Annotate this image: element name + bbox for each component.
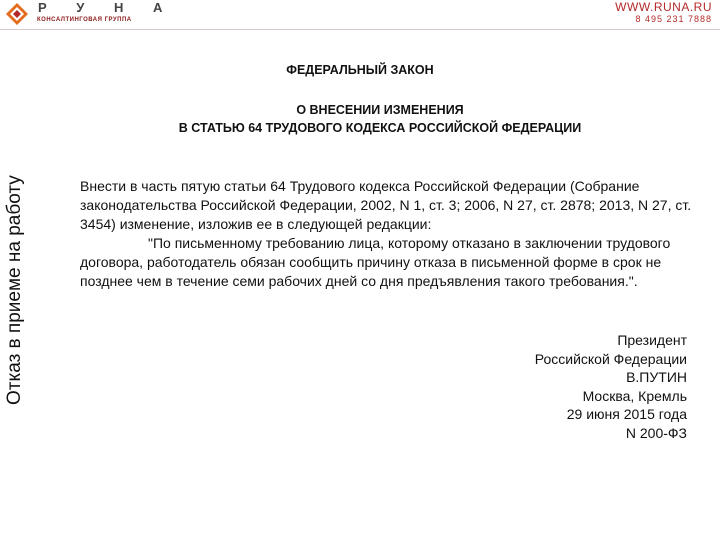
- law-body-paragraph: Внести в часть пятую статьи 64 Трудового кодекса Российской Федерации (Собрание законодательства Российской Федерации, 2002, N 1, ст. 3; 2006, N 27, ст. 2878; 2013, N 27, ст. 3454) изменение, изложив ее в следующей редакции:: [80, 178, 692, 232]
- side-caption: Отказ в приеме на работу: [4, 175, 25, 405]
- signature-date: 29 июня 2015 года: [566, 406, 687, 422]
- law-title-line2: В СТАТЬЮ 64 ТРУДОВОГО КОДЕКСА РОССИЙСКОЙ ФЕДЕРАЦИИ: [178, 121, 582, 135]
- header-divider: [0, 29, 720, 30]
- signature-place: Москва, Кремль: [582, 388, 687, 404]
- logo-subtitle: КОНСАЛТИНГОВАЯ ГРУППА: [37, 17, 132, 23]
- logo-name: Р У Н А: [38, 0, 176, 15]
- law-title-line1: О ВНЕСЕНИИ ИЗМЕНЕНИЯ: [296, 103, 464, 117]
- site-url-link[interactable]: WWW.RUNA.RU: [615, 0, 712, 14]
- signature-position-line2: Российской Федерации: [534, 351, 687, 367]
- runa-logo-icon: [6, 3, 28, 25]
- law-number: N 200-ФЗ: [625, 425, 687, 441]
- law-type-heading: ФЕДЕРАЛЬНЫЙ ЗАКОН: [286, 63, 434, 77]
- law-quoted-text: "По письменному требованию лица, которому отказано в заключении трудового договора, работодатель обязан сообщить причину отказа в письменной форме в срок не позднее чем в течение семи рабочих дней со дня предъявления такого требования.".: [80, 235, 671, 289]
- contact-phone: 8 495 231 7888: [635, 14, 712, 24]
- signature-position: Президент: [617, 332, 687, 348]
- signature-name: В.ПУТИН: [626, 369, 687, 385]
